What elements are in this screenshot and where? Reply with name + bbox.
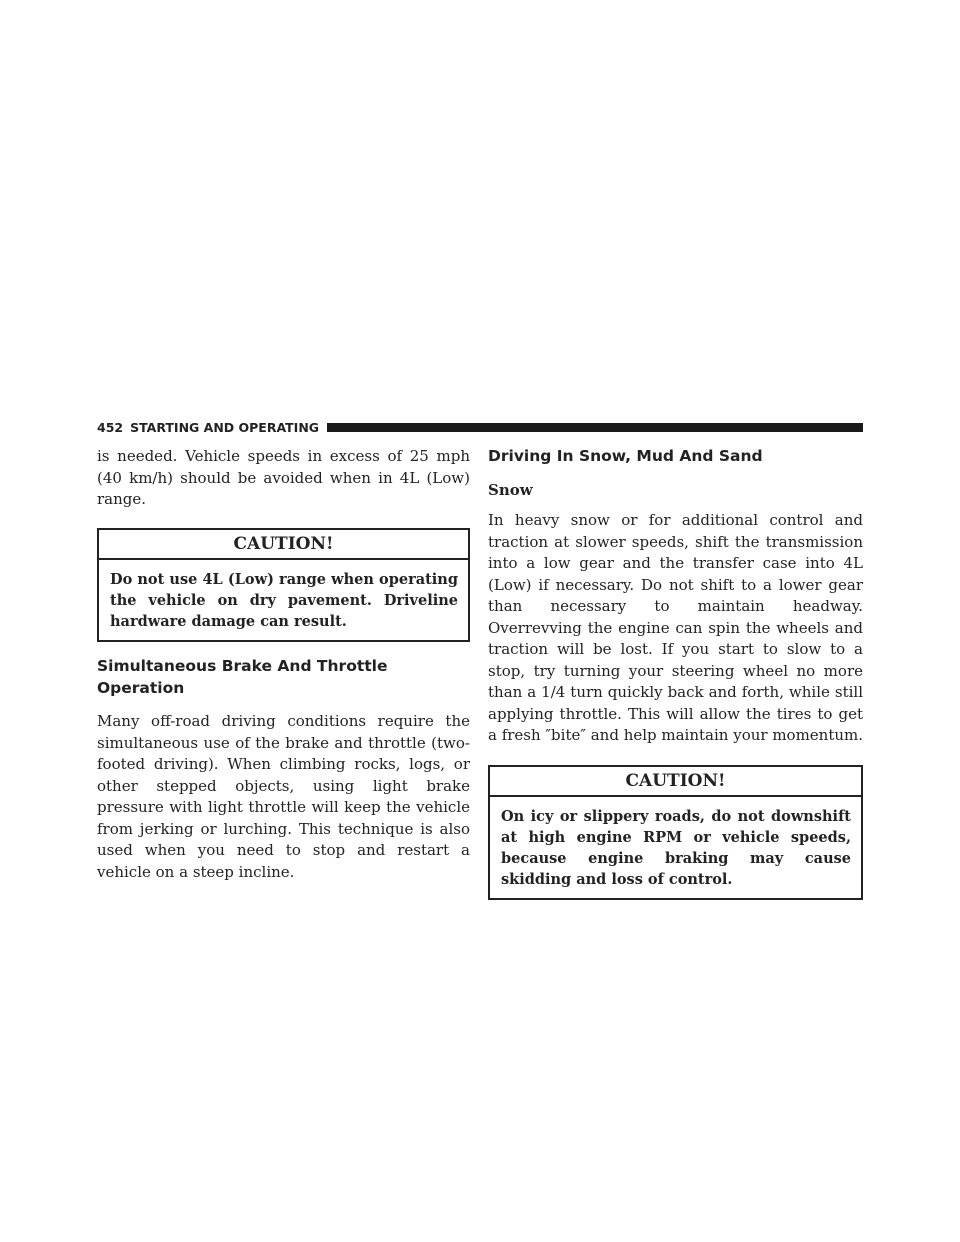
caution-box-driveline <box>97 528 470 643</box>
caution-body: Do not use 4L (Low) range when operating the vehicle on dry pavement. Driveline hardware damage can result. <box>110 571 458 630</box>
page-number: 452 <box>97 419 124 435</box>
header-rule <box>327 423 863 432</box>
caution-body: On icy or slippery roads, do not downshift at high engine RPM or vehicle speeds, because engine braking may cause skidding and loss of control. <box>501 808 851 888</box>
brake-throttle-paragraph: Many off-road driving conditions require the simultaneous use of the brake and throttle (two-footed driving). When climbing rocks, logs, or other stepped objects, using light brake pressure with light throttle will keep the vehicle from jerking or lurching. This technique is also used when you need to stop and restart a vehicle on a steep incline. <box>97 712 470 881</box>
intro-paragraph: is needed. Vehicle speeds in excess of 25 mph (40 km/h) should be avoided when in 4L (Low) range. <box>97 447 470 508</box>
right-column <box>488 446 863 914</box>
section-title: STARTING AND OPERATING <box>130 419 320 435</box>
heading-brake-throttle: Simultaneous Brake And Throttle Operation <box>97 657 388 697</box>
heading-snow-mud-sand: Driving In Snow, Mud And Sand <box>488 447 763 465</box>
caution-title: CAUTION! <box>490 767 861 798</box>
snow-paragraph: In heavy snow or for additional control and traction at slower speeds, shift the transmission into a low gear and the transfer case into 4L (Low) if necessary. Do not shift to a lower gear than necessary to maintain headway. Overrevving the engine can spin the wheels and traction will be lost. If you start to slow to a stop, try turning your steering wheel no more than a 1/4 turn quickly back and forth, while still applying throttle. This will allow the tires to get a fresh ″bite″ and help maintain your momentum. <box>488 511 864 744</box>
subheading-snow: Snow <box>488 480 533 499</box>
page-header <box>97 418 863 436</box>
left-column <box>97 446 470 883</box>
caution-box-downshift <box>488 765 863 901</box>
caution-title: CAUTION! <box>99 530 468 561</box>
